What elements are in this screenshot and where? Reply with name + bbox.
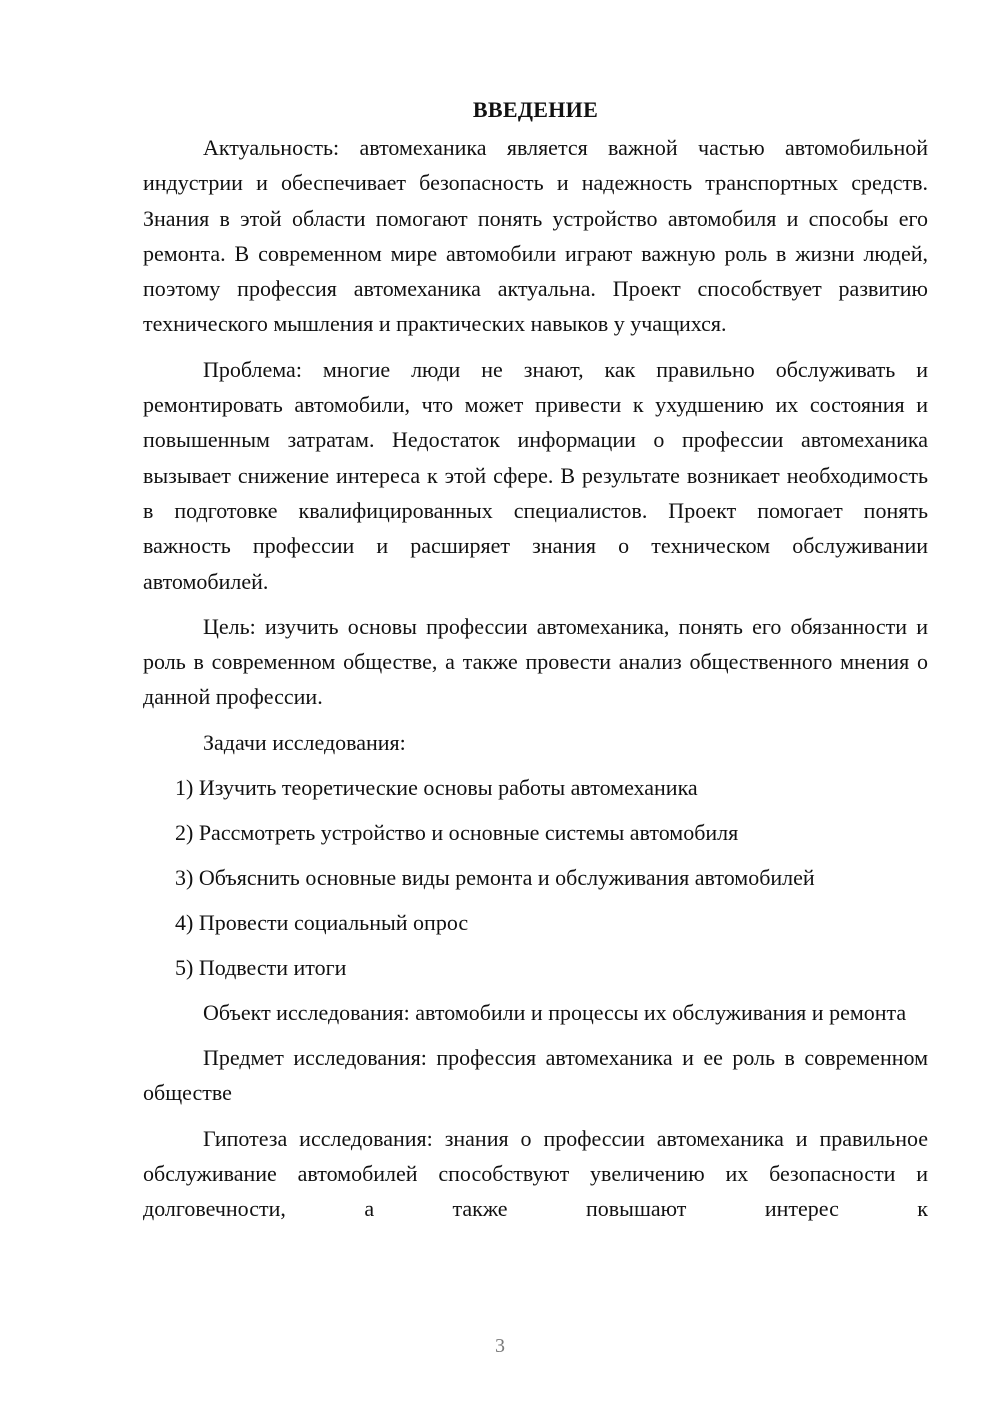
problem-paragraph: Проблема: многие люди не знают, как правильно обслуживать и ремонтировать автомобили, что может привести к ухудшению их состояния и повышенным затратам. Недостаток информации о профессии автомеханика вызывает снижение интереса к этой сфере. В результате возникает необходимость в подготовке квалифицированных специалистов. Проект помогает понять важность профессии и расширяет знания о техническом обслуживании автомобилей. <box>143 356 928 594</box>
page-heading: ВВЕДЕНИЕ <box>472 97 599 122</box>
task-item-1: 1) Изучить теоретические основы работы автомеханика <box>175 774 698 800</box>
page-number: 3 <box>495 1335 505 1357</box>
tasks-title: Задачи исследования: <box>203 729 406 755</box>
relevance-paragraph: Актуальность: автомеханика является важной частью автомобильной индустрии и обеспечивает безопасность и надежность транспортных средств. Знания в этой области помогают понять устройство автомобиля и способы его ремонта. В современном мире автомобили играют важную роль в жизни людей, поэтому профессия автомеханика актуальна. Проект способствует развитию технического мышления и практических навыков у учащихся. <box>143 135 928 337</box>
goal-paragraph: Цель: изучить основы профессии автомеханика, понять его обязанности и роль в современном обществе, а также провести анализ общественного мнения о данной профессии. <box>143 613 928 710</box>
task-item-4: 4) Провести социальный опрос <box>175 909 469 935</box>
object-paragraph: Объект исследования: автомобили и процессы их обслуживания и ремонта <box>203 999 907 1025</box>
subject-paragraph: Предмет исследования: профессия автомеханика и ее роль в современном обществе <box>143 1045 928 1106</box>
hypothesis-paragraph: Гипотеза исследования: знания о профессии автомеханика и правильное обслуживание автомобилей способствуют увеличению их безопасности и долговечности, а также повышают интерес к <box>143 1125 928 1222</box>
task-item-3: 3) Объяснить основные виды ремонта и обслуживания автомобилей <box>175 864 815 890</box>
task-item-5: 5) Подвести итоги <box>175 954 347 980</box>
task-item-2: 2) Рассмотреть устройство и основные системы автомобиля <box>175 819 739 845</box>
page-content <box>143 94 928 1227</box>
